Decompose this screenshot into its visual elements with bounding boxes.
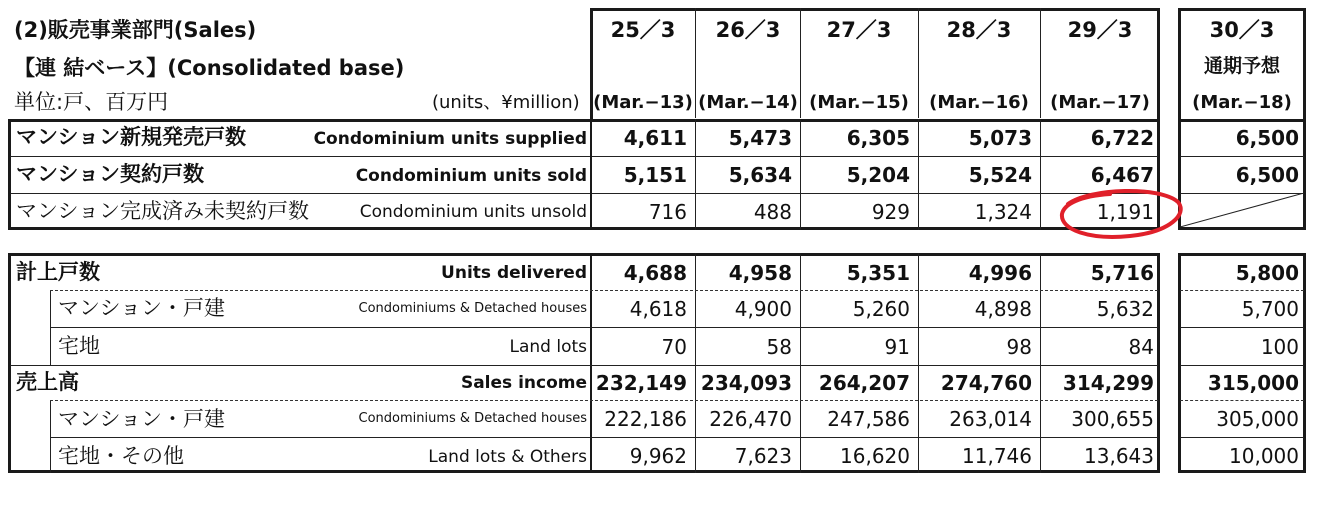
table-cell: 4,688: [623, 261, 687, 285]
table-cell: 488: [753, 200, 792, 224]
table-cell: 5,632: [1096, 297, 1154, 321]
table-cell: 6,305: [846, 126, 910, 150]
row-label-en: Land lots: [509, 337, 587, 357]
table-cell: 84: [1128, 335, 1154, 359]
table-cell: 4,900: [734, 297, 792, 321]
table-cell: 4,996: [968, 261, 1032, 285]
forecast-cell: 5,800: [1235, 261, 1299, 285]
section-title: (2)販売事業部門(Sales): [14, 18, 257, 42]
forecast-cell: 305,000: [1216, 407, 1299, 431]
row-label-en: Condominium units sold: [355, 166, 587, 186]
table-cell: 5,634: [728, 163, 792, 187]
table-cell: 11,746: [962, 444, 1032, 468]
table-cell: 247,586: [827, 407, 910, 431]
table-cell: 9,962: [629, 444, 687, 468]
table-cell: 13,643: [1084, 444, 1154, 468]
row-label-en: Land lots & Others: [428, 447, 587, 467]
col-fy-3: 27／3: [826, 18, 892, 42]
table-cell: 4,611: [623, 126, 687, 150]
row-label-jp: マンション・戸建: [58, 296, 226, 320]
table-cell: 274,760: [940, 371, 1032, 395]
forecast-cell: 6,500: [1235, 126, 1299, 150]
unit-label-jp: 単位:戸、百万円: [14, 90, 169, 114]
col-period-3: (Mar.−15): [809, 92, 909, 113]
col-period-5: (Mar.−17): [1050, 92, 1150, 113]
table-cell: 5,524: [968, 163, 1032, 187]
row-label-en: Condominiums & Detached houses: [358, 301, 587, 316]
table-cell: 91: [884, 335, 910, 359]
table-cell: 263,014: [949, 407, 1032, 431]
empty-cell-diagonal: [1180, 193, 1304, 227]
forecast-cell: 5,700: [1241, 297, 1299, 321]
table-cell: 5,351: [846, 261, 910, 285]
table-cell: 222,186: [604, 407, 687, 431]
row-label-en: Condominium units supplied: [313, 129, 587, 149]
col-period-4: (Mar.−16): [929, 92, 1029, 113]
forecast-cell: 6,500: [1235, 163, 1299, 187]
unit-label-en: (units、¥million): [432, 92, 580, 113]
basis-label: 【連 結ベース】(Consolidated base): [14, 56, 405, 80]
row-label-en: Condominium units unsold: [359, 202, 587, 222]
forecast-cell: 315,000: [1207, 371, 1299, 395]
row-label-jp: マンション完成済み未契約戸数: [16, 199, 310, 223]
row-label-jp: マンション・戸建: [58, 407, 226, 431]
col-fy-2: 26／3: [715, 18, 781, 42]
col-period-1: (Mar.−13): [593, 92, 693, 113]
red-circle-annotation: [1050, 184, 1186, 242]
table-cell: 300,655: [1071, 407, 1154, 431]
table-cell: 58: [766, 335, 792, 359]
table-cell: 4,898: [974, 297, 1032, 321]
col-period-2: (Mar.−14): [698, 92, 798, 113]
row-label-en: Sales income: [460, 373, 587, 393]
lower-table-box: [8, 253, 1160, 473]
col-fy-5: 29／3: [1067, 18, 1133, 42]
table-cell: 1,324: [974, 200, 1032, 224]
table-cell: 1,191: [1096, 200, 1154, 224]
table-cell: 929: [871, 200, 910, 224]
lower-forecast-box: [1178, 253, 1306, 473]
row-label-jp: マンション契約戸数: [16, 162, 205, 186]
table-cell: 70: [661, 335, 687, 359]
table-cell: 264,207: [818, 371, 910, 395]
row-label-en: Units delivered: [441, 263, 587, 283]
table-cell: 232,149: [595, 371, 687, 395]
row-label-jp: 計上戸数: [16, 260, 100, 284]
table-cell: 4,958: [728, 261, 792, 285]
forecast-period: (Mar.−18): [1192, 92, 1292, 113]
row-label-jp: 宅地: [58, 334, 100, 358]
table-cell: 5,204: [846, 163, 910, 187]
table-cell: 6,467: [1090, 163, 1154, 187]
row-label-en: Condominiums & Detached houses: [358, 411, 587, 426]
table-cell: 6,722: [1090, 126, 1154, 150]
table-cell: 16,620: [840, 444, 910, 468]
table-cell: 5,151: [623, 163, 687, 187]
row-label-jp: マンション新規発売戸数: [16, 125, 247, 149]
forecast-cell: 100: [1260, 335, 1299, 359]
table-cell: 5,260: [852, 297, 910, 321]
table-cell: 234,093: [700, 371, 792, 395]
row-label-jp: 売上高: [16, 370, 79, 394]
table-cell: 5,473: [728, 126, 792, 150]
table-cell: 226,470: [709, 407, 792, 431]
forecast-fy: 30／3: [1209, 18, 1275, 42]
table-cell: 5,716: [1090, 261, 1154, 285]
table-cell: 98: [1006, 335, 1032, 359]
table-cell: 716: [648, 200, 687, 224]
table-cell: 5,073: [968, 126, 1032, 150]
table-cell: 314,299: [1062, 371, 1154, 395]
col-fy-1: 25／3: [610, 18, 676, 42]
col-fy-4: 28／3: [946, 18, 1012, 42]
forecast-cell: 10,000: [1229, 444, 1299, 468]
table-cell: 7,623: [734, 444, 792, 468]
row-label-jp: 宅地・その他: [58, 444, 184, 468]
forecast-label: 通期予想: [1203, 55, 1280, 77]
table-cell: 4,618: [629, 297, 687, 321]
